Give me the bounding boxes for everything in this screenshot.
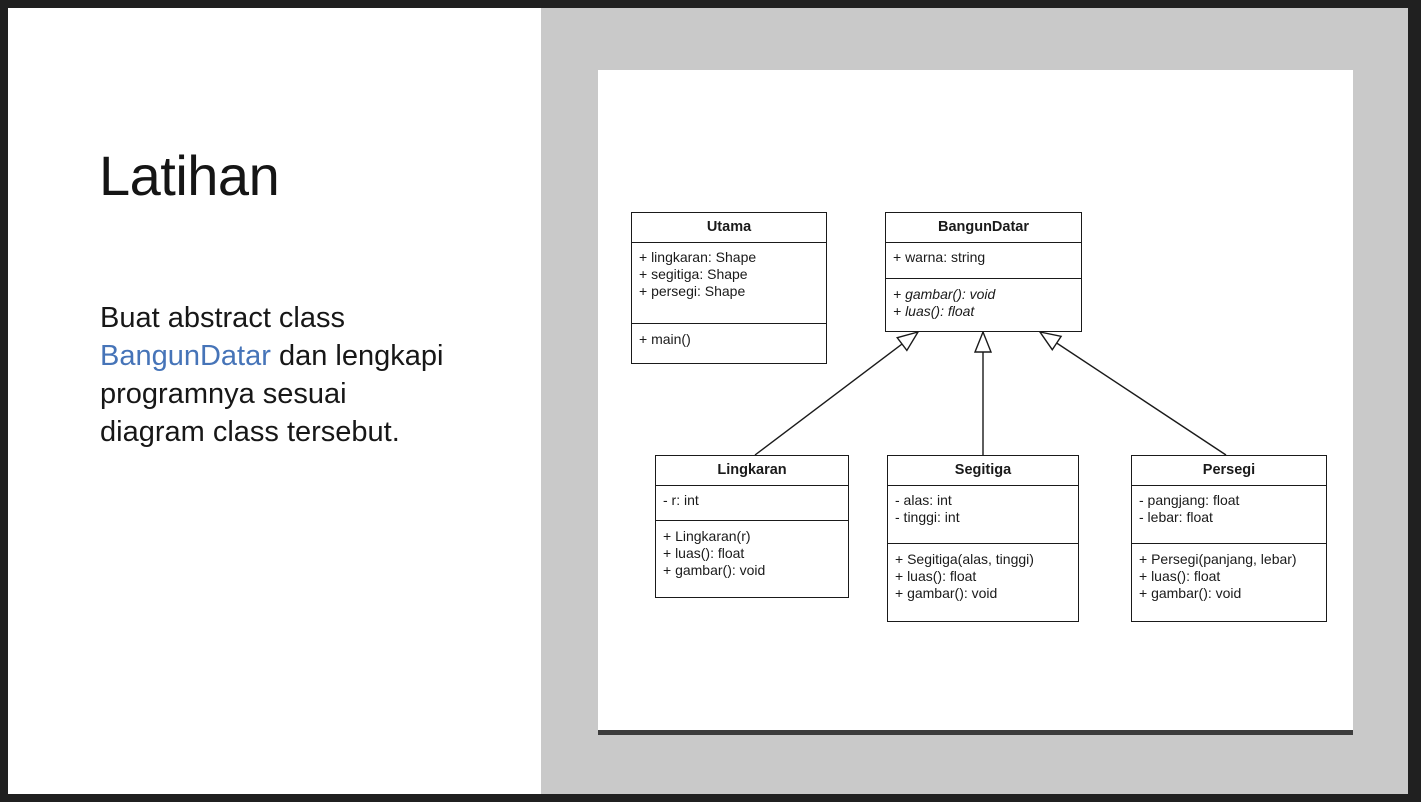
uml-attribute: - r: int bbox=[663, 492, 699, 508]
uml-method: + gambar(): void bbox=[663, 562, 766, 578]
uml-attribute: + segitiga: Shape bbox=[639, 266, 748, 282]
uml-class-name: Utama bbox=[632, 213, 826, 243]
uml-attribute: + persegi: Shape bbox=[639, 283, 746, 299]
uml-methods-section bbox=[656, 521, 848, 579]
uml-method: + Segitiga(alas, tinggi) bbox=[895, 551, 1034, 567]
uml-class-segitiga bbox=[887, 455, 1079, 622]
uml-method: + luas(): float bbox=[1139, 568, 1221, 584]
uml-attribute: - lebar: float bbox=[1139, 509, 1213, 525]
uml-class-bangundatar bbox=[885, 212, 1082, 332]
uml-class-name: BangunDatar bbox=[886, 213, 1081, 243]
uml-class-lingkaran bbox=[655, 455, 849, 598]
uml-class-name: Persegi bbox=[1132, 456, 1326, 486]
body-line-1: Buat abstract class bbox=[100, 302, 345, 334]
uml-class-name: Segitiga bbox=[888, 456, 1078, 486]
uml-attribute: + warna: string bbox=[893, 249, 986, 265]
uml-attributes-section bbox=[632, 243, 826, 324]
uml-class-persegi bbox=[1131, 455, 1327, 622]
uml-method: + luas(): float bbox=[663, 545, 745, 561]
uml-method: + gambar(): void bbox=[895, 585, 998, 601]
bangundatar-highlight-text: BangunDatar bbox=[100, 340, 271, 372]
uml-method: + luas(): float bbox=[895, 568, 977, 584]
body-line-2-rest: dan lengkapi bbox=[270, 340, 444, 372]
uml-method: + Lingkaran(r) bbox=[663, 528, 751, 544]
uml-attributes-section bbox=[886, 243, 1081, 279]
body-line-3: programnya sesuai bbox=[100, 378, 347, 410]
uml-attribute: + lingkaran: Shape bbox=[639, 249, 757, 265]
uml-methods-section bbox=[888, 544, 1078, 602]
uml-attribute: - pangjang: float bbox=[1139, 492, 1240, 508]
uml-attributes-section bbox=[888, 486, 1078, 544]
body-line-2 bbox=[100, 337, 530, 375]
uml-class-name: Lingkaran bbox=[656, 456, 848, 486]
uml-attributes-section bbox=[1132, 486, 1326, 544]
uml-attributes-section bbox=[656, 486, 848, 521]
uml-method: + main() bbox=[639, 331, 691, 347]
diagram-panel bbox=[598, 70, 1353, 735]
body-line-4: diagram class tersebut. bbox=[100, 416, 400, 448]
uml-method: + gambar(): void bbox=[1139, 585, 1242, 601]
uml-methods-section bbox=[1132, 544, 1326, 602]
slide-body-text bbox=[100, 299, 530, 451]
uml-methods-section bbox=[632, 324, 826, 348]
uml-attribute: - alas: int bbox=[895, 492, 952, 508]
slide-left-half bbox=[8, 8, 541, 794]
inheritance-arrows-layer bbox=[598, 70, 1353, 730]
page-title: Latihan bbox=[99, 144, 280, 207]
uml-method: + Persegi(panjang, lebar) bbox=[1139, 551, 1297, 567]
uml-class-utama bbox=[631, 212, 827, 364]
uml-methods-section bbox=[886, 279, 1081, 320]
uml-attribute: - tinggi: int bbox=[895, 509, 960, 525]
inheritance-arrow-persegi-to-bangundatar bbox=[1040, 332, 1226, 455]
uml-method: + gambar(): void bbox=[893, 286, 996, 302]
uml-method: + luas(): float bbox=[893, 303, 975, 319]
